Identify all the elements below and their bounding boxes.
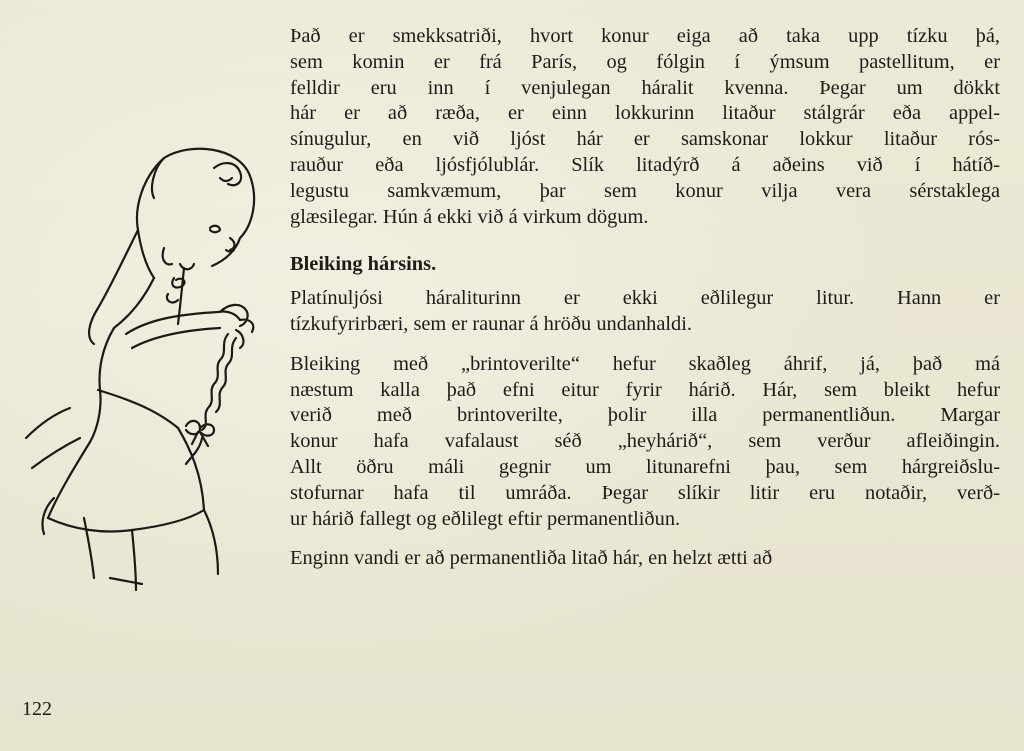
intro-paragraph xyxy=(290,24,1000,230)
section-heading: Bleiking hársins. xyxy=(290,253,437,276)
text-line: Bleiking með „brintoverilte“ hefur skaðleg áhrif, já, það má xyxy=(290,352,1000,375)
page-number: 122 xyxy=(22,698,52,720)
text-line: verið með brintoverilte, þolir illa permanentliðun. Margar xyxy=(290,404,1000,427)
text-line: Platínuljósi háraliturinn er ekki eðlilegur litur. Hann er xyxy=(290,287,1000,310)
paragraph-bleaching xyxy=(290,352,1000,533)
paragraph-platinum xyxy=(290,286,1000,338)
text-line: konur hafa vafalaust séð „heyhárið“, sem verður afleiðingin. xyxy=(290,430,1000,453)
text-line: felldir eru inn í venjulegan háralit kvenna. Þegar um dökkt xyxy=(290,76,1000,99)
paragraph-permanent xyxy=(290,546,1000,572)
text-line: legustu samkvæmum, þar sem konur vilja vera sérstaklega xyxy=(290,179,1000,202)
text-line: stofurnar hafa til umráða. Þegar slíkir litir eru notaðir, verð- xyxy=(290,481,1000,504)
woman-braiding-hair-illustration xyxy=(14,138,276,608)
text-line: tízkufyrirbæri, sem er raunar á hröðu undanhaldi. xyxy=(290,312,693,335)
body-text xyxy=(290,24,1000,585)
text-line: Allt öðru máli gegnir um litunarefni þau, sem hárgreiðslu- xyxy=(290,455,1000,478)
text-line: næstum kalla það efni eitur fyrir hárið. Hár, sem bleikt hefur xyxy=(290,378,1000,401)
text-line: Það er smekksatriði, hvort konur eiga að taka upp tízku þá, xyxy=(290,25,1000,47)
text-line: Enginn vandi er að permanentliða litað hár, en helzt ætti að xyxy=(290,547,773,570)
text-line: ur hárið fallegt og eðlilegt eftir permanentliðun. xyxy=(290,507,681,530)
text-line: sínugulur, en við ljóst hár er samskonar lokkur litaður rós- xyxy=(290,128,1000,151)
line-drawing xyxy=(14,138,276,608)
text-line: glæsilegar. Hún á ekki við á virkum dögum. xyxy=(290,205,649,228)
text-line: sem komin er frá París, og fólgin í ýmsum pastellitum, er xyxy=(290,50,1000,73)
text-line: hár er að ræða, er einn lokkurinn litaður stálgrár eða appel- xyxy=(290,102,1000,125)
text-line: rauður eða ljósfjólublár. Slík litadýrð á aðeins við í hátíð- xyxy=(290,153,1000,176)
